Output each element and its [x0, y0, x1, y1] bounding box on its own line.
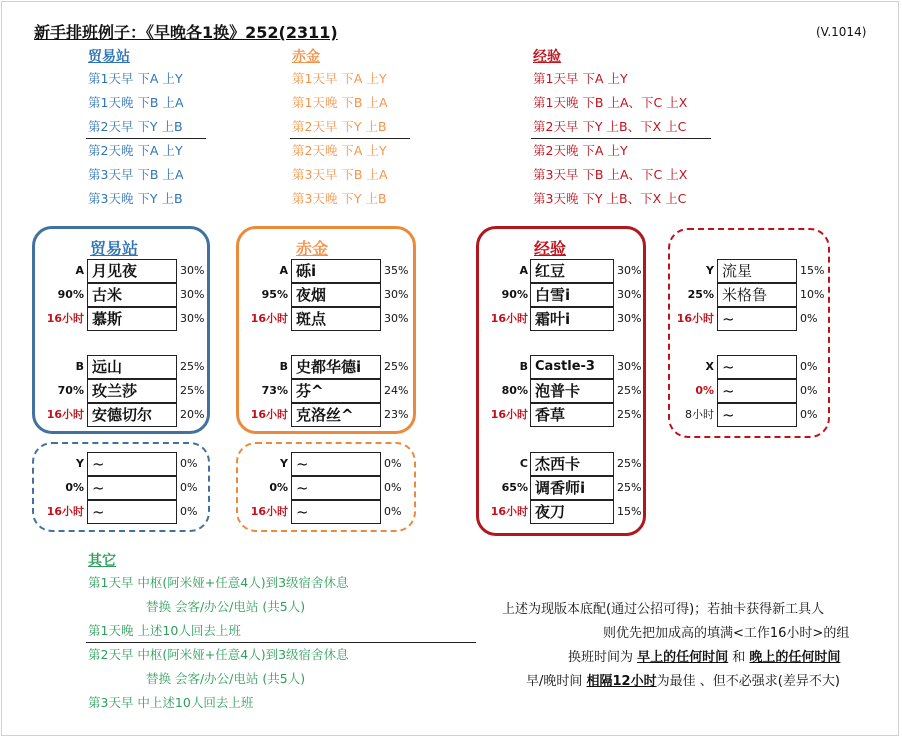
bonus-pct: 30%	[384, 312, 409, 325]
schedule-line: 第2天早 下Y 上B	[292, 119, 387, 134]
efficiency-label: 70%	[57, 384, 84, 397]
group-label: X	[705, 360, 714, 373]
divider	[86, 138, 206, 139]
note-text: 为最佳 、但不必强求(差异不大)	[656, 674, 840, 689]
group-label: Y	[76, 457, 84, 470]
operator-cell: 杰西卡	[530, 452, 614, 476]
group-label: C	[519, 457, 528, 470]
operator-cell: 芬^	[291, 379, 381, 403]
group-label: Y	[706, 264, 714, 277]
bonus-pct: 30%	[180, 264, 205, 277]
bonus-pct: 0%	[800, 312, 818, 325]
efficiency-label: 0%	[65, 481, 84, 494]
operator-cell: ~	[717, 355, 797, 379]
operator-cell: ~	[291, 476, 381, 500]
note-emphasis: 早上的任何时间	[637, 650, 729, 665]
bonus-pct: 30%	[384, 288, 409, 301]
trade-schedule-header: 贸易站	[88, 49, 130, 65]
hours-label: 16小时	[250, 408, 288, 421]
bonus-pct: 0%	[180, 505, 198, 518]
bonus-pct: 25%	[384, 360, 409, 373]
bonus-pct: 24%	[384, 384, 409, 397]
other-header: 其它	[88, 553, 116, 569]
bonus-pct: 25%	[617, 481, 642, 494]
other-line: 第1天早 中枢(阿米娅+任意4人)到3级宿舍休息	[88, 575, 349, 590]
note-text: 和	[728, 650, 750, 665]
bonus-pct: 15%	[800, 264, 825, 277]
other-line: 替换 会客/办公/电站 (共5人)	[146, 599, 306, 614]
operator-cell: 克洛丝^	[291, 403, 381, 427]
schedule-line: 第2天晚 下A 上Y	[533, 143, 628, 158]
note-text: 早/晚时间	[526, 674, 587, 689]
bonus-pct: 15%	[617, 505, 642, 518]
schedule-line: 第3天早 下B 上A	[88, 167, 184, 182]
note-line	[526, 670, 840, 689]
operator-cell: ~	[87, 476, 177, 500]
schedule-line: 第2天早 下Y 上B	[88, 119, 183, 134]
operator-cell: 夜刀	[530, 500, 614, 524]
gold-schedule	[292, 67, 388, 211]
schedule-line: 第3天早 下B 上A、下C 上X	[533, 167, 688, 182]
bonus-pct: 30%	[617, 360, 642, 373]
note-text: 换班时间为	[568, 650, 638, 665]
note-line: 则优先把加成高的填满<工作16小时>的组	[603, 626, 850, 641]
operator-cell: 泡普卡	[530, 379, 614, 403]
page-title: 新手排班例子：《早晚各1换》252(2311)	[34, 23, 338, 42]
divider	[290, 138, 410, 139]
bonus-pct: 0%	[384, 505, 402, 518]
operator-cell: 慕斯	[87, 307, 177, 331]
version-label: (V.1014)	[816, 25, 867, 39]
schedule-line: 第3天晚 下Y 上B	[292, 191, 387, 206]
operator-cell: 流星	[717, 259, 797, 283]
operator-cell: 米格鲁	[717, 283, 797, 307]
exp-box-title: 经验	[534, 239, 567, 258]
divider	[86, 642, 476, 643]
schedule-line: 第1天晚 下B 上A	[292, 95, 388, 110]
gold-box-title: 赤金	[296, 239, 329, 258]
exp-schedule	[533, 67, 687, 211]
bonus-pct: 23%	[384, 408, 409, 421]
operator-cell: 安德切尔	[87, 403, 177, 427]
bonus-pct: 10%	[800, 288, 825, 301]
bonus-pct: 30%	[180, 288, 205, 301]
group-label: A	[279, 264, 288, 277]
operator-cell: ~	[87, 500, 177, 524]
other-line: 替换 会客/办公/电站 (共5人)	[146, 671, 306, 686]
group-label: B	[279, 360, 288, 373]
group-label: Y	[280, 457, 288, 470]
hours-label: 16小时	[46, 505, 84, 518]
schedule-line: 第1天早 下A 上Y	[533, 71, 628, 86]
schedule-line: 第1天早 下A 上Y	[88, 71, 183, 86]
bonus-pct: 30%	[617, 288, 642, 301]
other-line: 第1天晚 上述10人回去上班	[88, 623, 241, 638]
operator-cell: 远山	[87, 355, 177, 379]
bonus-pct: 30%	[617, 264, 642, 277]
efficiency-label: 95%	[261, 288, 288, 301]
operator-cell: 红豆	[530, 259, 614, 283]
operator-cell: 玫兰莎	[87, 379, 177, 403]
bonus-pct: 30%	[180, 312, 205, 325]
gold-schedule-header: 赤金	[292, 49, 320, 65]
efficiency-label: 65%	[501, 481, 528, 494]
operator-cell: 月见夜	[87, 259, 177, 283]
note-emphasis: 相隔12小时	[586, 674, 657, 689]
hours-label: 8小时	[685, 408, 714, 421]
divider	[531, 138, 711, 139]
schedule-line: 第1天晚 下B 上A	[88, 95, 184, 110]
bonus-pct: 0%	[384, 481, 402, 494]
other-line: 第3天早 中上述10人回去上班	[88, 695, 254, 710]
bonus-pct: 0%	[800, 360, 818, 373]
efficiency-label: 90%	[501, 288, 528, 301]
efficiency-label: 90%	[57, 288, 84, 301]
operator-cell: ~	[87, 452, 177, 476]
efficiency-label: 80%	[501, 384, 528, 397]
hours-label: 16小时	[490, 408, 528, 421]
bonus-pct: 35%	[384, 264, 409, 277]
operator-cell: 调香师i	[530, 476, 614, 500]
operator-cell: 斑点	[291, 307, 381, 331]
operator-cell: ~	[717, 307, 797, 331]
operator-cell: 砾i	[291, 259, 381, 283]
efficiency-label: 73%	[261, 384, 288, 397]
note-line: 上述为现版本底配(通过公招可得)；若抽卡获得新工具人	[502, 602, 825, 617]
schedule-line: 第2天早 下Y 上B、下X 上C	[533, 119, 687, 134]
hours-label: 16小时	[250, 505, 288, 518]
operator-cell: ~	[291, 500, 381, 524]
bonus-pct: 30%	[617, 312, 642, 325]
operator-cell: Castle-3	[530, 355, 614, 379]
bonus-pct: 0%	[384, 457, 402, 470]
schedule-line: 第1天早 下A 上Y	[292, 71, 387, 86]
efficiency-label: 25%	[687, 288, 714, 301]
schedule-line: 第2天晚 下A 上Y	[88, 143, 183, 158]
schedule-line: 第3天早 下B 上A	[292, 167, 388, 182]
operator-cell: ~	[291, 452, 381, 476]
bonus-pct: 25%	[180, 360, 205, 373]
bonus-pct: 25%	[617, 408, 642, 421]
hours-label: 16小时	[46, 312, 84, 325]
hours-label: 16小时	[676, 312, 714, 325]
hours-label: 16小时	[46, 408, 84, 421]
operator-cell: 夜烟	[291, 283, 381, 307]
other-line: 第2天早 中枢(阿米娅+任意4人)到3级宿舍休息	[88, 647, 349, 662]
note-line	[568, 646, 840, 665]
hours-label: 16小时	[250, 312, 288, 325]
schedule-line: 第3天晚 下Y 上B、下X 上C	[533, 191, 687, 206]
schedule-line: 第3天晚 下Y 上B	[88, 191, 183, 206]
group-label: A	[75, 264, 84, 277]
exp-schedule-header: 经验	[533, 49, 561, 65]
operator-cell: 霜叶i	[530, 307, 614, 331]
bonus-pct: 20%	[180, 408, 205, 421]
schedule-line: 第1天晚 下B 上A、下C 上X	[533, 95, 688, 110]
efficiency-label: 0%	[695, 384, 714, 397]
operator-cell: 香草	[530, 403, 614, 427]
operator-cell: 白雪i	[530, 283, 614, 307]
bonus-pct: 0%	[180, 457, 198, 470]
bonus-pct: 0%	[800, 384, 818, 397]
operator-cell: ~	[717, 403, 797, 427]
other-schedule	[88, 571, 349, 715]
bonus-pct: 0%	[180, 481, 198, 494]
group-label: B	[75, 360, 84, 373]
operator-cell: 史都华德i	[291, 355, 381, 379]
bonus-pct: 0%	[800, 408, 818, 421]
trade-box-title: 贸易站	[90, 239, 139, 258]
group-label: B	[519, 360, 528, 373]
schedule-line: 第2天晚 下A 上Y	[292, 143, 387, 158]
bonus-pct: 25%	[180, 384, 205, 397]
note-emphasis: 晚上的任何时间	[749, 650, 841, 665]
bonus-pct: 25%	[617, 384, 642, 397]
group-label: A	[519, 264, 528, 277]
operator-cell: 古米	[87, 283, 177, 307]
hours-label: 16小时	[490, 505, 528, 518]
hours-label: 16小时	[490, 312, 528, 325]
trade-schedule	[88, 67, 184, 211]
efficiency-label: 0%	[269, 481, 288, 494]
bonus-pct: 25%	[617, 457, 642, 470]
operator-cell: ~	[717, 379, 797, 403]
